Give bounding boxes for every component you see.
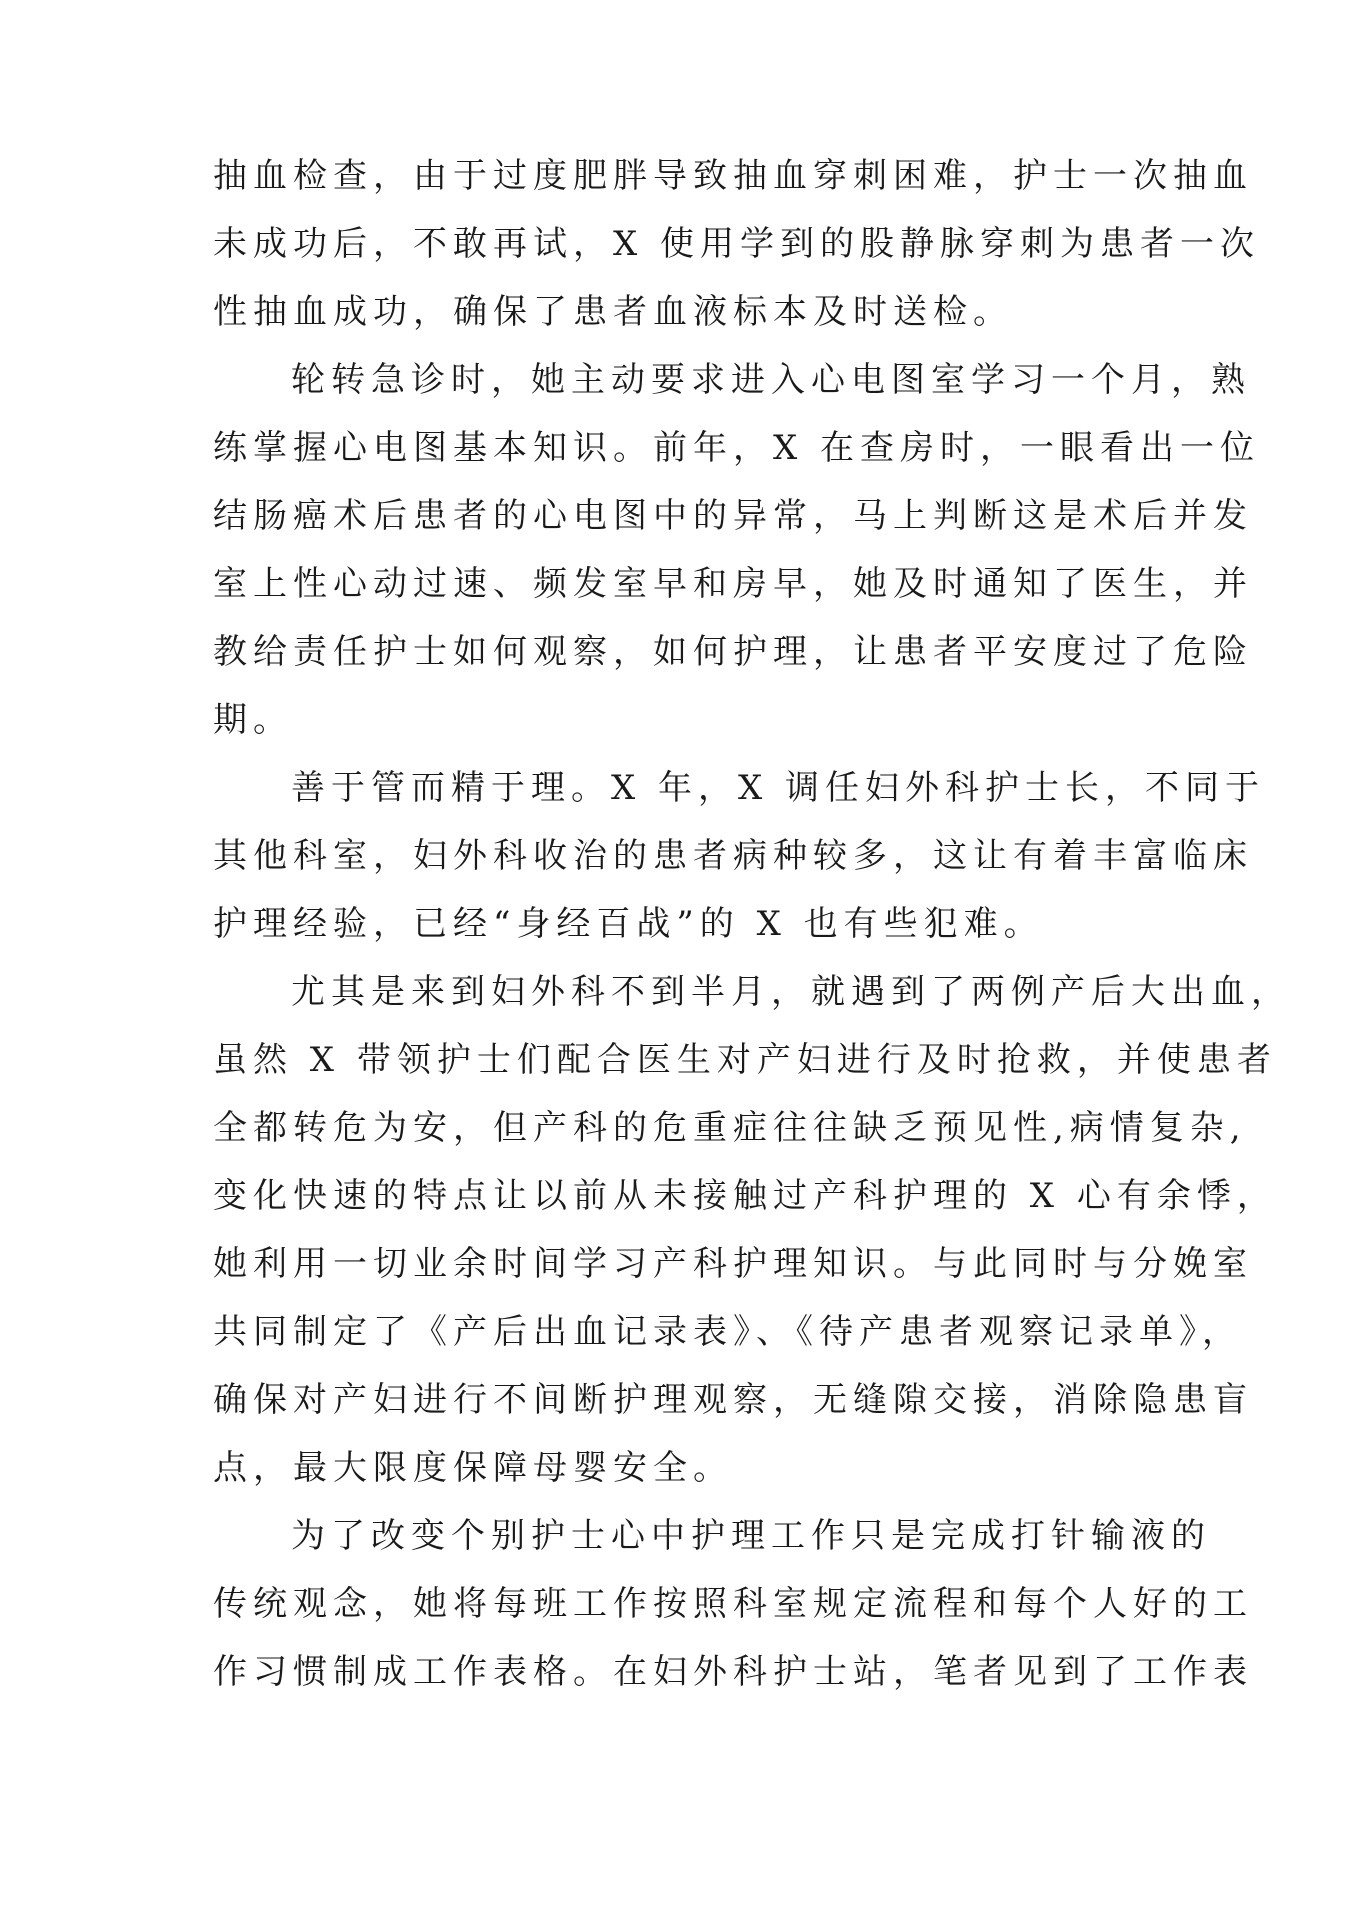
text-line: 善于管而精于理。X 年，X 调任妇外科护士长，不同于 xyxy=(291,768,1266,808)
paragraph xyxy=(213,1502,1253,1706)
paragraph xyxy=(213,346,1261,754)
text-line: 抽血检查，由于过度肥胖导致抽血穿刺困难，护士一次抽血 xyxy=(213,156,1253,196)
text-line: 传统观念，她将每班工作按照科室规定流程和每个人好的工 xyxy=(213,1584,1253,1624)
text-line: 未成功后，不敢再试，X 使用学到的股静脉穿刺为患者一次 xyxy=(213,224,1261,264)
paragraph xyxy=(213,754,1266,958)
text-line: 为了改变个别护士心中护理工作只是完成打针输液的 xyxy=(291,1516,1211,1556)
text-line: 作习惯制成工作表格。在妇外科护士站，笔者见到了工作表 xyxy=(213,1652,1253,1692)
text-line: 性抽血成功，确保了患者血液标本及时送检。 xyxy=(213,292,1013,332)
text-line: 结肠癌术后患者的心电图中的异常，马上判断这是术后并发 xyxy=(213,496,1253,536)
text-line: 轮转急诊时，她主动要求进入心电图室学习一个月，熟 xyxy=(291,360,1251,400)
paragraph xyxy=(213,958,1291,1502)
text-line: 室上性心动过速、频发室早和房早，她及时通知了医生，并 xyxy=(213,564,1253,604)
text-line: 尤其是来到妇外科不到半月，就遇到了两例产后大出血， xyxy=(291,972,1291,1012)
text-line: 其他科室，妇外科收治的患者病种较多，这让有着丰富临床 xyxy=(213,836,1253,876)
document-body xyxy=(213,142,1291,1706)
text-line: 确保对产妇进行不间断护理观察，无缝隙交接，消除隐患盲 xyxy=(213,1380,1253,1420)
text-line: 练掌握心电图基本知识。前年，X 在查房时，一眼看出一位 xyxy=(213,428,1261,468)
text-line: 点，最大限度保障母婴安全。 xyxy=(213,1448,733,1488)
text-line: 期。 xyxy=(213,700,293,740)
text-line: 变化快速的特点让以前从未接触过产科护理的 X 心有余悸， xyxy=(213,1176,1277,1216)
text-line: 共同制定了《产后出血记录表》、《待产患者观察记录单》， xyxy=(213,1312,1242,1352)
text-line: 她利用一切业余时间学习产科护理知识。与此同时与分娩室 xyxy=(213,1244,1253,1284)
text-line: 护理经验，已经“身经百战”的 X 也有些犯难。 xyxy=(213,904,1044,944)
text-line: 全都转危为安，但产科的危重症往往缺乏预见性,病情复杂, xyxy=(213,1108,1247,1148)
paragraph xyxy=(213,142,1261,346)
text-line: 虽然 X 带领护士们配合医生对产妇进行及时抢救，并使患者 xyxy=(213,1040,1277,1080)
text-line: 教给责任护士如何观察，如何护理，让患者平安度过了危险 xyxy=(213,632,1253,672)
